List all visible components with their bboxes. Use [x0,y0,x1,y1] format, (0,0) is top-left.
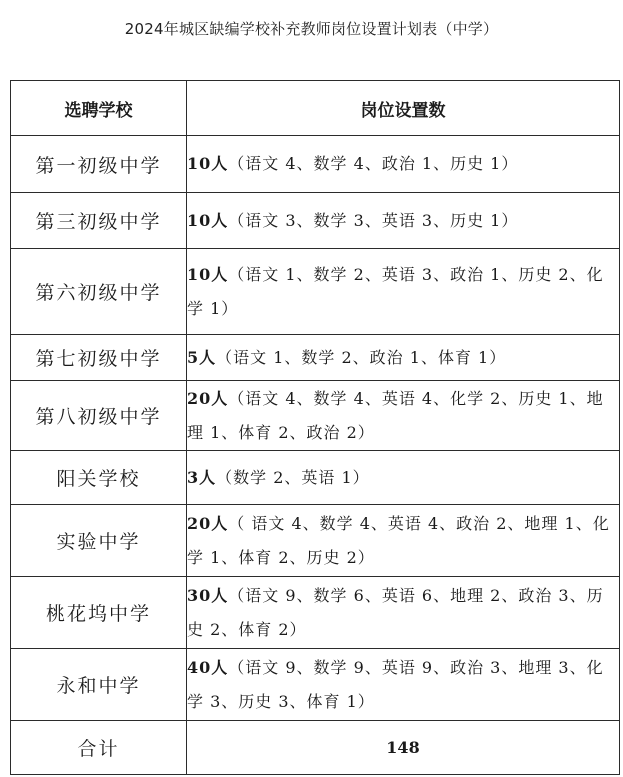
position-breakdown: （语文 9、数学 9、英语 9、政治 3、地理 3、化学 3、历史 3、体育 1） [187,657,604,711]
position-count: 20人 [187,513,229,533]
position-count: 10人 [187,154,229,173]
total-value: 148 [187,721,620,775]
school-name: 实验中学 [11,505,187,577]
school-name: 阳关学校 [11,451,187,505]
position-count: 30人 [187,585,229,605]
table-header-row [11,81,620,136]
position-detail [187,335,620,381]
position-breakdown: （语文 3、数学 3、英语 3、历史 1） [228,210,519,230]
position-count: 40人 [187,657,229,677]
header-school: 选聘学校 [11,81,187,136]
position-detail [187,193,620,249]
table-row [11,649,620,721]
position-count: 3人 [187,467,217,487]
position-breakdown: （ 语文 4、数学 4、英语 4、政治 2、地理 1、化学 1、体育 2、历史 2） [187,513,610,567]
school-name: 第八初级中学 [11,381,187,451]
position-count: 20人 [187,388,229,408]
position-breakdown: （语文 4、数学 4、英语 4、化学 2、历史 1、地理 1、体育 2、政治 2） [187,388,604,442]
school-name: 桃花坞中学 [11,577,187,649]
position-breakdown: （数学 2、英语 1） [216,467,370,487]
position-count: 10人 [187,210,229,230]
table-row [11,249,620,335]
position-count: 5人 [187,347,217,367]
position-detail [187,249,620,335]
page-title: 2024年城区缺编学校补充教师岗位设置计划表（中学） [124,20,499,38]
school-name: 第三初级中学 [11,193,187,249]
table-row [11,381,620,451]
position-breakdown: （语文 1、数学 2、政治 1、体育 1） [216,347,507,367]
position-detail [187,451,620,505]
position-detail [187,136,620,193]
staffing-plan-table [10,80,620,775]
position-count: 10人 [187,264,229,284]
position-breakdown: （语文 9、数学 6、英语 6、地理 2、政治 3、历史 2、体育 2） [187,585,604,639]
table-total-row [11,721,620,775]
table-row [11,505,620,577]
school-name: 永和中学 [11,649,187,721]
table-row [11,577,620,649]
school-name: 第一初级中学 [11,136,187,193]
school-name: 第七初级中学 [11,335,187,381]
position-detail [187,649,620,721]
table-row [11,335,620,381]
position-breakdown: （语文 4、数学 4、政治 1、历史 1） [228,154,519,173]
position-detail [187,577,620,649]
position-breakdown: （语文 1、数学 2、英语 3、政治 1、历史 2、化学 1） [187,264,604,318]
position-detail [187,505,620,577]
school-name: 第六初级中学 [11,249,187,335]
total-label: 合计 [11,721,187,775]
table-row [11,451,620,505]
table-row [11,136,620,193]
position-detail [187,381,620,451]
header-positions: 岗位设置数 [187,81,620,136]
table-row [11,193,620,249]
